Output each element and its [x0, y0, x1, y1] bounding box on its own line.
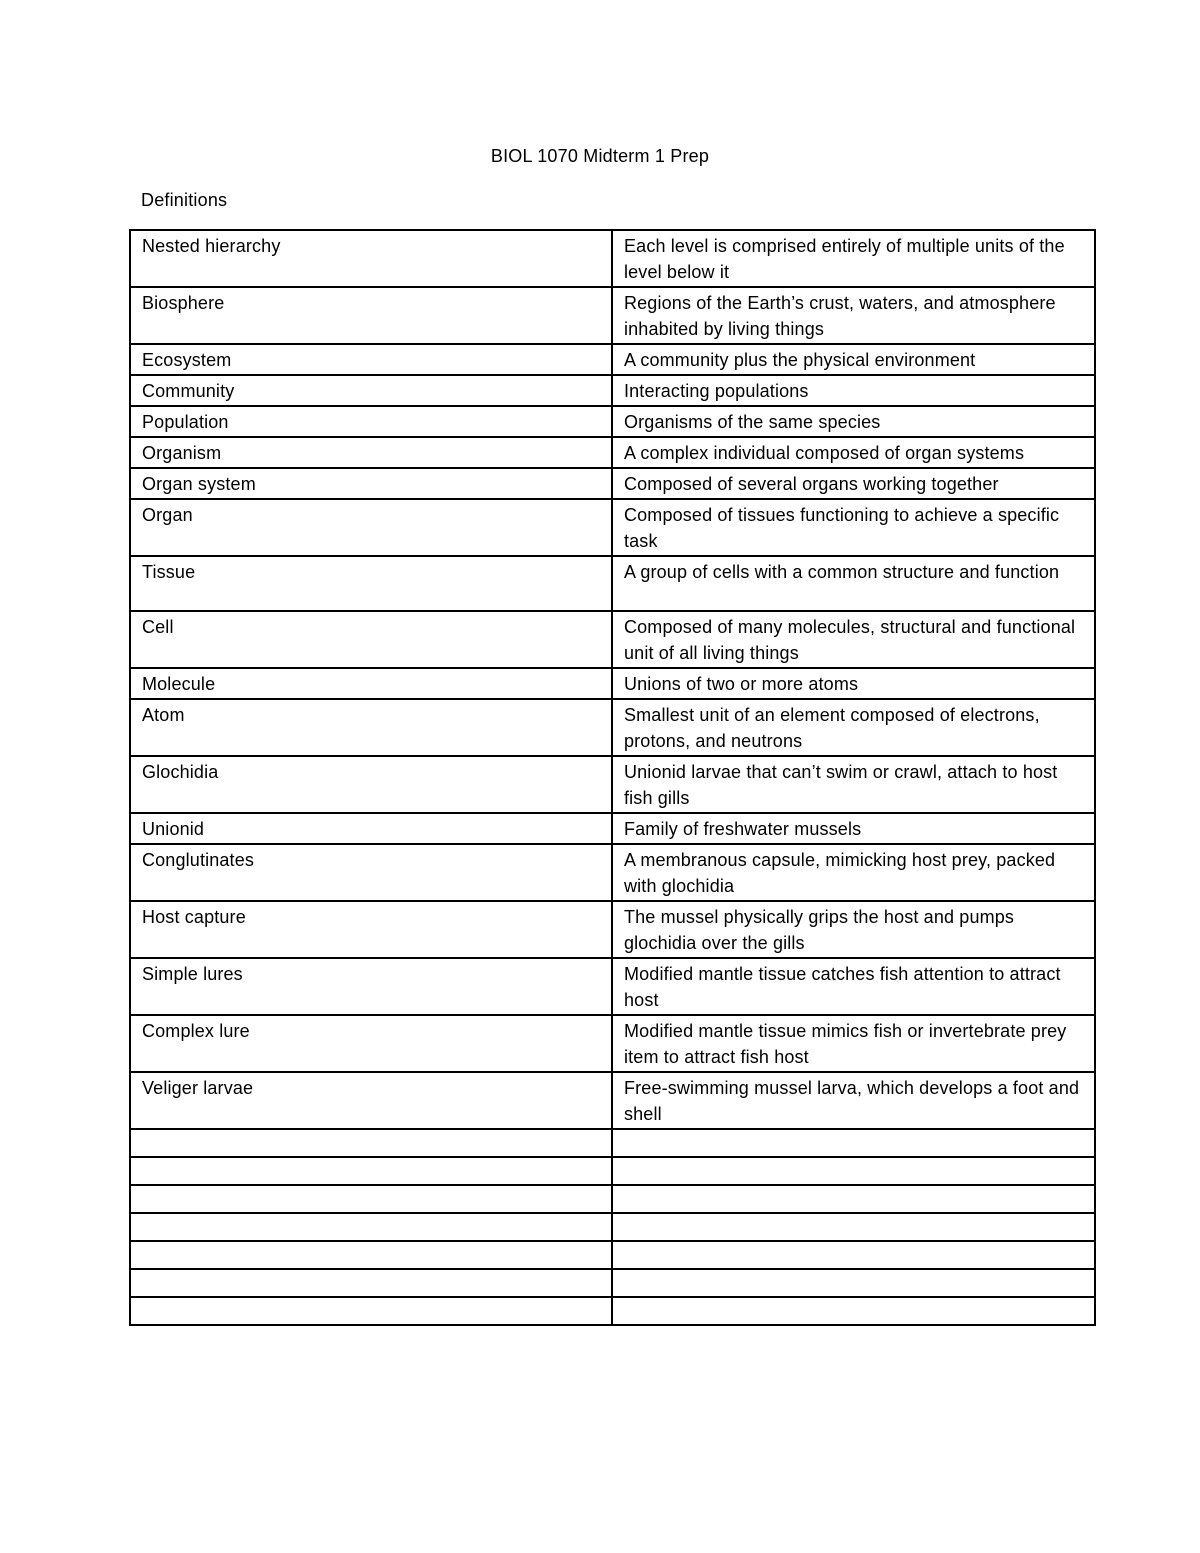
empty-table-row: [130, 1213, 1095, 1241]
empty-definition-cell: [612, 1129, 1095, 1157]
term-cell: Ecosystem: [130, 344, 612, 375]
empty-definition-cell: [612, 1241, 1095, 1269]
table-row: [130, 230, 1095, 287]
term-cell: Complex lure: [130, 1015, 612, 1072]
definition-cell: Modified mantle tissue mimics fish or invertebrate prey item to attract fish host: [612, 1015, 1095, 1072]
definition-cell: Regions of the Earth’s crust, waters, and atmosphere inhabited by living things: [612, 287, 1095, 344]
table-row: [130, 844, 1095, 901]
term-cell: Atom: [130, 699, 612, 756]
definition-cell: Free-swimming mussel larva, which develops a foot and shell: [612, 1072, 1095, 1129]
term-cell: Conglutinates: [130, 844, 612, 901]
term-cell: Cell: [130, 611, 612, 668]
table-row: [130, 668, 1095, 699]
section-heading: Definitions: [141, 190, 228, 210]
empty-term-cell: [130, 1269, 612, 1297]
table-row: [130, 699, 1095, 756]
table-row: [130, 958, 1095, 1015]
table-row: [130, 499, 1095, 556]
empty-term-cell: [130, 1129, 612, 1157]
table-row: [130, 556, 1095, 611]
empty-definition-cell: [612, 1213, 1095, 1241]
term-cell: Population: [130, 406, 612, 437]
term-cell: Glochidia: [130, 756, 612, 813]
definition-cell: Each level is comprised entirely of multiple units of the level below it: [612, 230, 1095, 287]
empty-definition-cell: [612, 1185, 1095, 1213]
definition-cell: A group of cells with a common structure and function: [612, 556, 1095, 611]
definition-cell: Unions of two or more atoms: [612, 668, 1095, 699]
definition-cell: Organisms of the same species: [612, 406, 1095, 437]
table-row: [130, 1015, 1095, 1072]
empty-term-cell: [130, 1213, 612, 1241]
table-row: [130, 813, 1095, 844]
empty-definition-cell: [612, 1269, 1095, 1297]
term-cell: Molecule: [130, 668, 612, 699]
definition-cell: A membranous capsule, mimicking host prey, packed with glochidia: [612, 844, 1095, 901]
empty-definition-cell: [612, 1157, 1095, 1185]
empty-table-row: [130, 1241, 1095, 1269]
table-row: [130, 1072, 1095, 1129]
term-cell: Veliger larvae: [130, 1072, 612, 1129]
term-cell: Unionid: [130, 813, 612, 844]
term-cell: Organ system: [130, 468, 612, 499]
definition-cell: Smallest unit of an element composed of electrons, protons, and neutrons: [612, 699, 1095, 756]
term-cell: Simple lures: [130, 958, 612, 1015]
empty-table-row: [130, 1129, 1095, 1157]
term-cell: Host capture: [130, 901, 612, 958]
empty-table-row: [130, 1157, 1095, 1185]
definition-cell: Composed of many molecules, structural and functional unit of all living things: [612, 611, 1095, 668]
definition-cell: Unionid larvae that can’t swim or crawl, attach to host fish gills: [612, 756, 1095, 813]
empty-term-cell: [130, 1185, 612, 1213]
table-row: [130, 756, 1095, 813]
definition-cell: A complex individual composed of organ systems: [612, 437, 1095, 468]
definition-cell: Modified mantle tissue catches fish attention to attract host: [612, 958, 1095, 1015]
table-row: [130, 901, 1095, 958]
empty-table-row: [130, 1269, 1095, 1297]
definitions-table: [129, 229, 1096, 1326]
term-cell: Community: [130, 375, 612, 406]
definition-cell: Interacting populations: [612, 375, 1095, 406]
table-row: [130, 468, 1095, 499]
table-row: [130, 406, 1095, 437]
definition-cell: Family of freshwater mussels: [612, 813, 1095, 844]
empty-definition-cell: [612, 1297, 1095, 1325]
empty-table-row: [130, 1185, 1095, 1213]
table-row: [130, 611, 1095, 668]
term-cell: Organ: [130, 499, 612, 556]
table-row: [130, 437, 1095, 468]
table-row: [130, 287, 1095, 344]
definition-cell: A community plus the physical environment: [612, 344, 1095, 375]
empty-term-cell: [130, 1297, 612, 1325]
table-row: [130, 344, 1095, 375]
definition-cell: The mussel physically grips the host and pumps glochidia over the gills: [612, 901, 1095, 958]
empty-table-row: [130, 1297, 1095, 1325]
table-row: [130, 375, 1095, 406]
empty-term-cell: [130, 1157, 612, 1185]
definition-cell: Composed of several organs working together: [612, 468, 1095, 499]
term-cell: Nested hierarchy: [130, 230, 612, 287]
empty-term-cell: [130, 1241, 612, 1269]
definition-cell: Composed of tissues functioning to achieve a specific task: [612, 499, 1095, 556]
term-cell: Tissue: [130, 556, 612, 611]
term-cell: Organism: [130, 437, 612, 468]
page-title: BIOL 1070 Midterm 1 Prep: [490, 146, 710, 166]
term-cell: Biosphere: [130, 287, 612, 344]
